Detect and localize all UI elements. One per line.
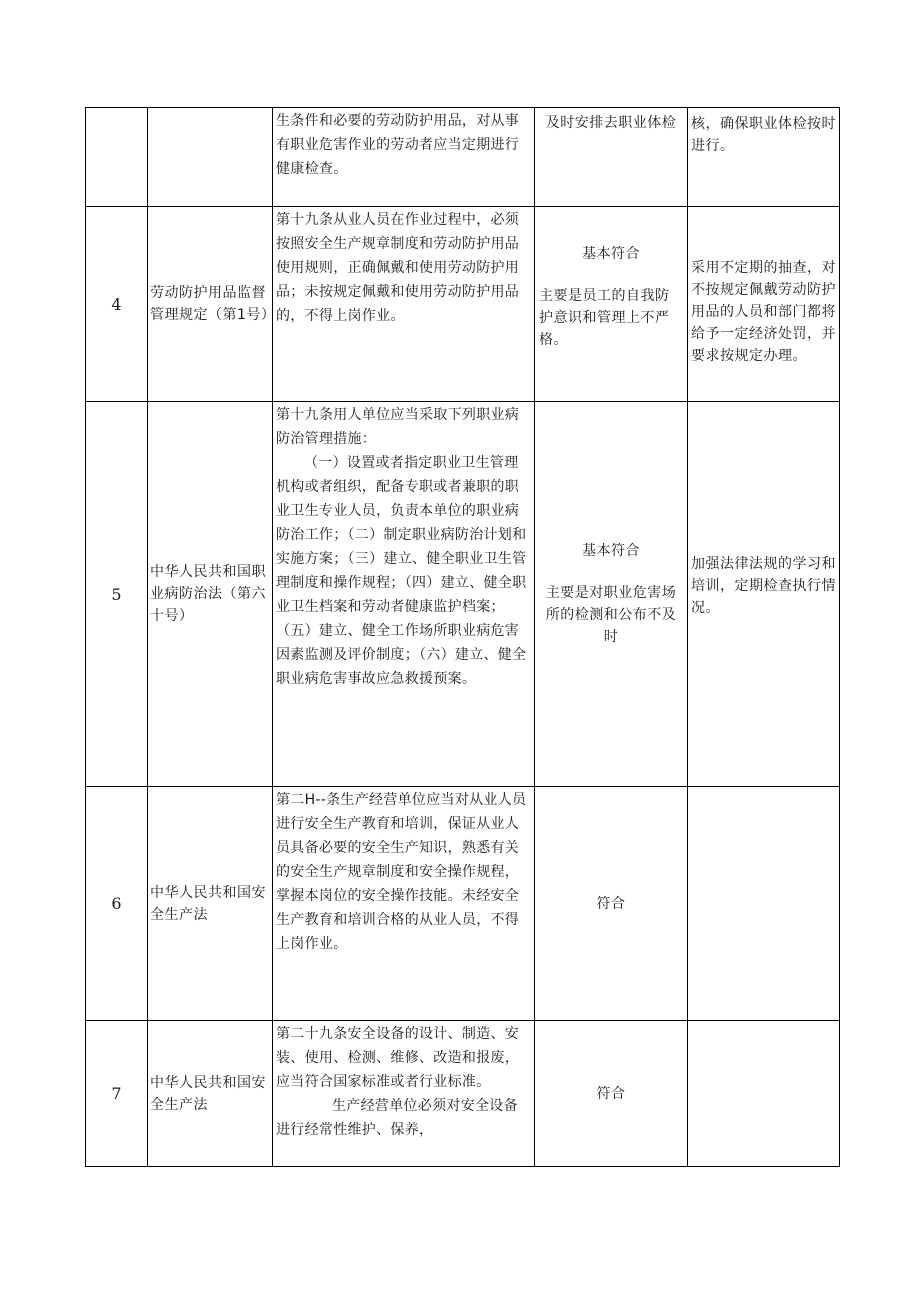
law-name: 中华人民共和国安全生产法 xyxy=(148,1021,273,1167)
clause-text xyxy=(273,1021,535,1167)
corrective-measure: 采用不定期的抽查，对不按规定佩戴劳动防护用品的人员和部门都将给予一定经济处罚，并要求按规定办理。 xyxy=(688,207,840,402)
status-text: 及时安排去职业体检 xyxy=(545,115,677,131)
law-name xyxy=(148,108,273,207)
row-number xyxy=(86,108,148,207)
clause-text xyxy=(273,787,535,1021)
law-name: 中华人民共和国职业病防治法（第六十号） xyxy=(148,402,273,787)
compliance-status xyxy=(535,402,688,787)
row-number: 7 xyxy=(86,1021,148,1167)
clause-text xyxy=(273,108,535,207)
regulation-compliance-table xyxy=(85,107,840,1167)
corrective-measure: 加强法律法规的学习和培训，定期检查执行情况。 xyxy=(688,402,840,787)
table-row xyxy=(86,787,840,1021)
clause-paragraph: 第十九条从业人员在作业过程中，必须按照安全生产规章制度和劳动防护用品使用规则，正确佩戴和使用劳动防护用品；未按规定佩戴和使用劳动防护用品的，不得上岗作业。 xyxy=(276,212,520,324)
status-note: 主要是对职业危害场所的检测和公布不及时 xyxy=(545,585,677,645)
clause-paragraph: 第十九条用人单位应当采取下列职业病防治管理措施： xyxy=(276,407,520,447)
row-number: 4 xyxy=(86,207,148,402)
corrective-measure: 核，确保职业体检按时进行。 xyxy=(688,108,840,207)
status-text: 基本符合 xyxy=(582,543,640,559)
compliance-status xyxy=(535,207,688,402)
clause-text xyxy=(273,402,535,787)
corrective-measure xyxy=(688,787,840,1021)
status-text: 符合 xyxy=(596,895,626,912)
law-name: 中华人民共和国安全生产法 xyxy=(148,787,273,1021)
table-row xyxy=(86,108,840,207)
compliance-status xyxy=(535,1021,688,1167)
compliance-status xyxy=(535,787,688,1021)
clause-paragraph: （一）设置或者指定职业卫生管理机构或者组织，配备专职或者兼职的职业卫生专业人员，负责本单位的职业病防治工作；（二）制定职业病防治计划和实施方案；（三）建立、健全职业卫生管理制度和操作规程；（四）建立、健全职业卫生档案和劳动者健康监护档案；（五）建立、健全工作场所职业病危害因素监测及评价制度；（六）建立、健全职业病危害事故应急救援预案。 xyxy=(276,455,527,687)
table-row xyxy=(86,207,840,402)
status-note: 主要是员工的自我防护意识和管理上不严格。 xyxy=(539,288,670,348)
table-row xyxy=(86,402,840,787)
row-number: 6 xyxy=(86,787,148,1021)
clause-text xyxy=(273,207,535,402)
clause-paragraph: 第二十九条安全设备的设计、制造、安装、使用、检测、维修、改造和报废，应当符合国家标准或者行业标准。 xyxy=(276,1026,520,1090)
clause-paragraph: 第二H--条生产经营单位应当对从业人员进行安全生产教育和培训，保证从业人员具备必要的安全生产知识，熟悉有关的安全生产规章制度和安全操作规程，掌握本岗位的安全操作技能。未经安全生产教育和培训合格的从业人员，不得上岗作业。 xyxy=(276,792,527,952)
table-row xyxy=(86,1021,840,1167)
compliance-status xyxy=(535,108,688,207)
corrective-measure xyxy=(688,1021,840,1167)
status-text: 基本符合 xyxy=(582,246,640,262)
clause-paragraph: 生条件和必要的劳动防护用品，对从事有职业危害作业的劳动者应当定期进行健康检查。 xyxy=(276,113,520,177)
status-text: 符合 xyxy=(596,1085,626,1102)
clause-paragraph: 生产经营单位必须对安全设备进行经常性维护、保养， xyxy=(276,1098,518,1138)
law-name: 劳动防护用品监督管理规定（第1号） xyxy=(148,207,273,402)
row-number: 5 xyxy=(86,402,148,787)
